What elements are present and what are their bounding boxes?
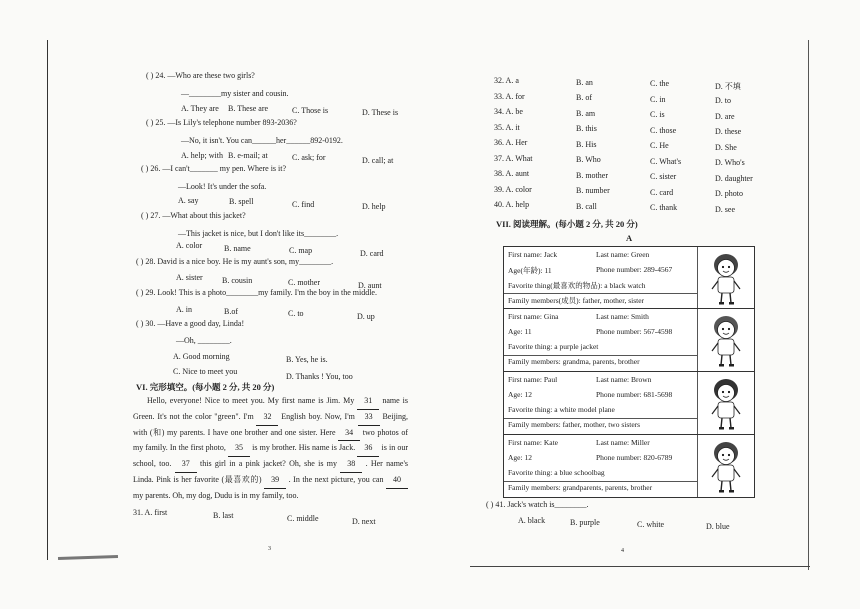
cloze-option-32-c: C. the [650, 79, 670, 88]
q25-line2: —No, it isn't. You can______her______892-0192. [181, 136, 343, 145]
q25-option-d: D. call; at [362, 156, 394, 165]
cloze-passage [133, 394, 408, 504]
page-edge-right [808, 40, 809, 570]
q24-option-d: D. These is [362, 108, 399, 117]
card-field-fav: Favorite thing: a blue schoolbag [508, 468, 605, 477]
card-field-family: Family members: grandma, parents, brother [508, 357, 640, 366]
card-field-phone: Phone number: 681-5698 [596, 390, 673, 399]
cloze-blank-36: 36 [357, 441, 379, 457]
q26-option-c: C. find [292, 200, 315, 209]
cloze-option-32-b: B. an [576, 77, 593, 87]
cloze-text-10: . In the next picture, you can [288, 474, 384, 484]
cloze-text-11: my parents. Oh, my dog, Dudu is in my family, too. [133, 490, 299, 500]
scan-smudge [58, 555, 118, 560]
cloze-option-33-a: 33. A. for [494, 91, 525, 101]
child-portrait [697, 372, 754, 434]
card-field-first: First name: Kate [508, 438, 558, 447]
cloze-option-37-d: D. Who's [715, 158, 745, 167]
cloze-text-1: Hello, everyone! Nice to meet you. My first name is Jim. My [147, 396, 355, 405]
q25-option-c: C. ask; for [292, 153, 326, 162]
page-number-right: 4 [621, 548, 624, 554]
child-cartoon-icon [698, 435, 754, 497]
q31-option-d: D. next [352, 517, 376, 526]
profile-card [503, 246, 755, 310]
cloze-option-32-a: 32. A. a [494, 76, 519, 85]
cloze-option-33-b: B. of [576, 93, 592, 102]
section-6-title: VI. 完形填空。(每小题 2 分, 共 20 分) [136, 382, 275, 392]
q27-option-b: B. name [224, 244, 251, 253]
cloze-blank-35: 35 [228, 441, 250, 457]
cloze-text-9: . Her name's Linda. Pink is her favorite (最喜欢的) [133, 459, 409, 484]
card-field-fav: Favorite thing(最喜欢的物品): a black watch [508, 281, 646, 290]
q28-option-c: C. mother [288, 278, 320, 287]
card-row-divider [504, 355, 698, 356]
cloze-text-5: two photos of my family. In the first photo, [133, 427, 408, 453]
q26-option-a: A. say [178, 196, 199, 205]
cloze-option-35-c: C. those [650, 125, 677, 135]
q29-stem: ( ) 29. Look! This is a photo________my family. I'm the boy in the middle. [136, 288, 377, 297]
q30-option-d: D. Thanks ! You, too [286, 372, 353, 381]
cloze-option-38-c: C. sister [650, 172, 677, 181]
q28-option-d: D. aunt [358, 281, 382, 290]
q26-option-d: D. help [362, 202, 386, 211]
card-field-family: Family members: father, mother, two sisters [508, 420, 641, 429]
cloze-option-37-b: B. Who [576, 155, 601, 164]
cloze-option-40-b: B. call [576, 201, 597, 211]
cloze-blank-31: 31 [357, 394, 379, 410]
q41-option-a: A. black [518, 516, 546, 525]
q28-option-b: B. cousin [222, 276, 253, 285]
q26-stem: ( ) 26. —I can't_______ my pen. Where is it? [141, 164, 287, 173]
q25-stem: ( ) 25. —Is Lily's telephone number 893-2036? [146, 118, 297, 127]
child-portrait [697, 309, 754, 371]
card-field-age: Age: 12 [508, 453, 532, 462]
cloze-text-8: this girl in a pink jacket? Oh, she is my [200, 459, 337, 469]
cloze-option-40-d: D. see [715, 204, 735, 214]
cloze-option-39-c: C. card [650, 187, 674, 197]
cloze-blank-40: 40 [386, 473, 408, 489]
page-number-left: 3 [268, 546, 271, 552]
card-row-divider [504, 418, 698, 419]
cloze-option-39-a: 39. A. color [494, 184, 532, 194]
cloze-blank-37: 37 [175, 457, 197, 473]
card-field-family: Family members(成员): father, mother, sister [508, 296, 645, 305]
card-field-fav: Favorite thing: a purple jacket [508, 342, 599, 351]
cloze-blank-39: 39 [264, 473, 286, 489]
cloze-option-40-c: C. thank [650, 203, 678, 212]
q24-option-a: A. They are [181, 104, 219, 113]
cloze-option-39-d: D. photo [715, 189, 743, 198]
child-cartoon-icon [698, 247, 754, 309]
cloze-option-36-d: D. She [715, 142, 737, 152]
cloze-option-37-a: 37. A. What [494, 153, 533, 163]
cloze-blank-32: 32 [256, 410, 278, 426]
card-field-phone: Phone number: 567-4598 [596, 327, 673, 336]
cloze-option-40-a: 40. A. help [494, 200, 530, 209]
q24-line2: —________my sister and cousin. [181, 89, 289, 98]
passage-a-label: A [626, 233, 633, 243]
q41-stem: ( ) 41. Jack's watch is________. [486, 500, 589, 509]
card-row-divider [504, 481, 698, 482]
card-field-phone: Phone number: 820-6789 [596, 453, 673, 462]
card-field-first: First name: Paul [508, 375, 558, 384]
cloze-option-36-c: C. He [650, 141, 669, 150]
q30-option-b: B. Yes, he is. [286, 355, 328, 364]
cloze-option-35-d: D. these [715, 127, 742, 136]
card-field-last: Last name: Smith [596, 312, 649, 321]
q25-option-b: B. e-mail; at [228, 151, 268, 160]
card-field-family: Family members: grandparents, parents, brother [508, 483, 653, 492]
card-field-phone: Phone number: 289-4567 [596, 265, 673, 274]
q29-option-a: A. in [176, 305, 192, 314]
q29-option-d: D. up [357, 312, 375, 321]
child-portrait [697, 247, 754, 309]
child-cartoon-icon [698, 309, 754, 371]
child-cartoon-icon [698, 372, 754, 434]
card-field-first: First name: Gina [508, 312, 559, 321]
q41-option-b: B. purple [570, 518, 600, 527]
q30-line2: —Oh, ________. [176, 336, 232, 345]
cloze-text-4: Beijing, with (和) my parents. I have one brother and one sister. Here [133, 411, 409, 437]
cloze-option-32-d: D. 不填 [715, 81, 741, 91]
card-field-age: Age: 12 [508, 390, 532, 399]
cloze-option-39-b: B. number [576, 186, 610, 195]
q41-option-c: C. white [637, 520, 665, 529]
cloze-option-36-b: B. His [576, 139, 597, 149]
child-portrait [697, 435, 754, 497]
q27-line2: —This jacket is nice, but I don't like its________. [178, 229, 339, 238]
q31-option-b: B. last [213, 511, 234, 520]
q27-option-c: C. map [289, 246, 313, 255]
card-field-last: Last name: Green [596, 250, 650, 259]
card-field-last: Last name: Miller [596, 438, 650, 447]
q26-line2: —Look! It's under the sofa. [178, 182, 267, 191]
cloze-option-38-b: B. mother [576, 170, 608, 180]
q28-stem: ( ) 28. David is a nice boy. He is my aunt's son, my________. [136, 257, 334, 266]
cloze-blank-38: 38 [340, 457, 362, 473]
q31-option-a: 31. A. first [133, 508, 168, 517]
cloze-option-37-c: C. What's [650, 156, 682, 166]
q30-option-c: C. Nice to meet you [173, 367, 238, 376]
cloze-option-34-c: C. is [650, 110, 665, 119]
card-field-first: First name: Jack [508, 250, 558, 259]
q24-option-c: C. Those is [292, 106, 329, 115]
q26-option-b: B. spell [229, 197, 254, 206]
cloze-blank-33: 33 [358, 410, 380, 426]
profile-card [503, 434, 755, 498]
q29-option-c: C. to [288, 309, 304, 318]
q29-option-b: B.of [224, 307, 238, 316]
cloze-blank-34: 34 [338, 426, 360, 442]
cloze-option-33-c: C. in [650, 94, 666, 104]
q30-option-a: A. Good morning [173, 352, 230, 361]
profile-card [503, 308, 755, 372]
card-field-last: Last name: Brown [596, 375, 652, 384]
q31-option-c: C. middle [287, 514, 319, 523]
cloze-text-3: English boy. Now, I'm [281, 411, 355, 421]
cloze-option-38-d: D. daughter [715, 173, 753, 183]
cloze-text-7: is in our school, too. [133, 443, 409, 469]
q24-stem: ( ) 24. —Who are these two girls? [146, 71, 255, 80]
cloze-text-2: name is Green. It's not the color "green". I'm [133, 396, 408, 421]
section-7-title: VII. 阅读理解。(每小题 2 分, 共 20 分) [496, 219, 638, 229]
cloze-option-34-b: B. am [576, 108, 596, 118]
cloze-option-33-d: D. to [715, 96, 731, 105]
cloze-option-35-a: 35. A. it [494, 122, 520, 132]
cloze-option-34-a: 34. A. be [494, 107, 523, 116]
card-field-age: Age: 11 [508, 327, 532, 336]
card-field-age: Age(年龄): 11 [508, 266, 552, 275]
q30-stem: ( ) 30. —Have a good day, Linda! [136, 319, 245, 328]
q27-stem: ( ) 27. —What about this jacket? [141, 211, 246, 220]
cloze-text-6: is my brother. His name is Jack. [252, 443, 356, 453]
cloze-option-36-a: 36. A. Her [494, 138, 528, 147]
q24-option-b: B. These are [228, 104, 269, 113]
page-edge-left [47, 40, 48, 560]
q25-option-a: A. help; with [181, 151, 223, 160]
profile-card [503, 371, 755, 435]
card-row-divider [504, 293, 698, 294]
q41-option-d: D. blue [706, 522, 730, 531]
cloze-option-35-b: B. this [576, 124, 597, 133]
cloze-option-34-d: D. are [715, 111, 735, 121]
q27-option-d: D. card [360, 249, 384, 258]
page-edge-bottom [470, 566, 810, 567]
cloze-option-38-a: 38. A. aunt [494, 169, 530, 178]
q27-option-a: A. color [176, 241, 203, 250]
q28-option-a: A. sister [176, 273, 203, 282]
card-field-fav: Favorite thing: a white model plane [508, 405, 615, 414]
